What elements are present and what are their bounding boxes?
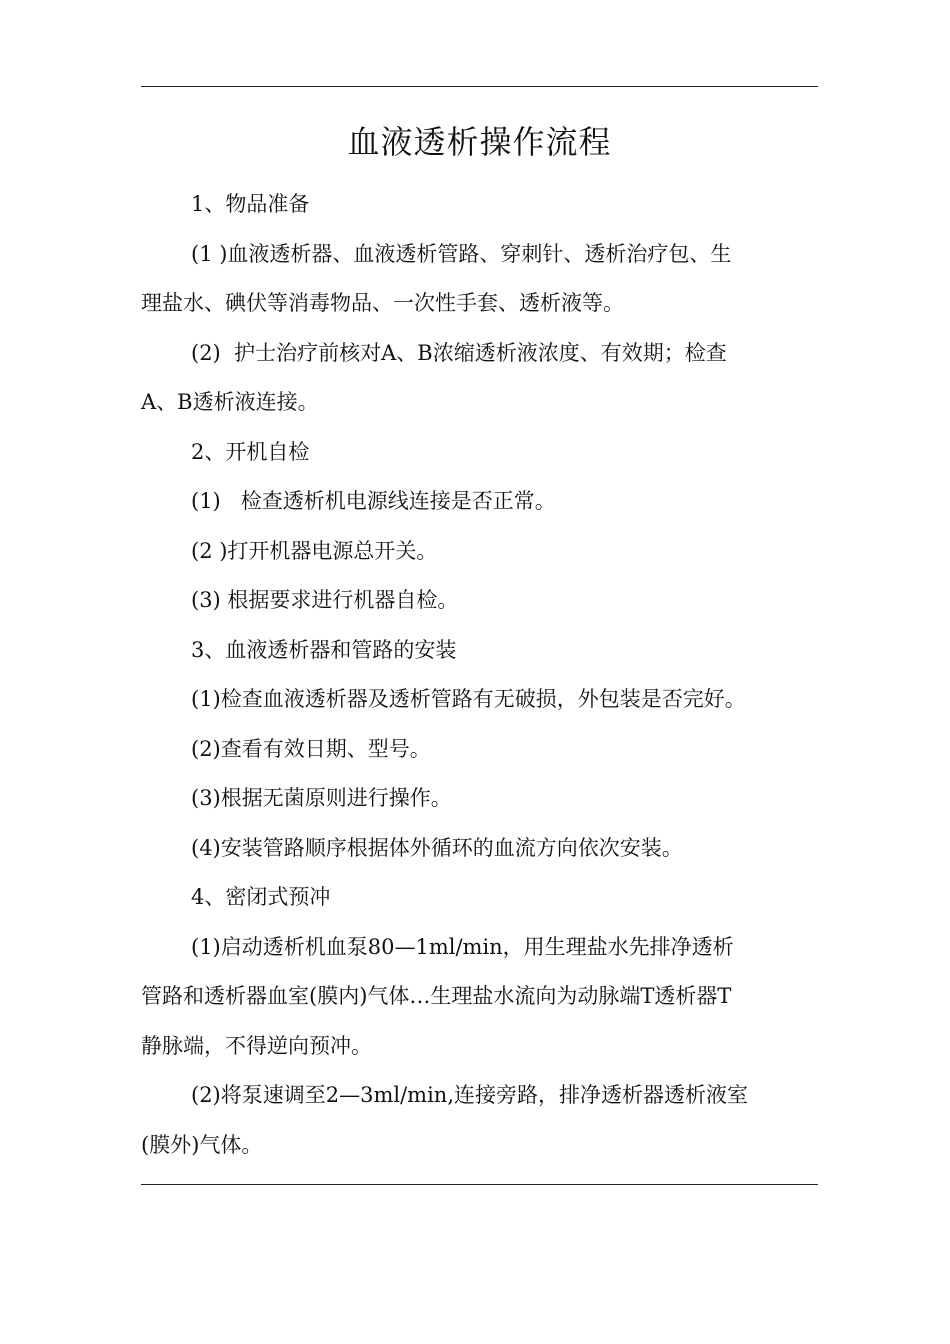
header-rule — [141, 86, 818, 87]
section-heading-3: 3、血液透析器和管路的安装 — [191, 637, 457, 662]
section-heading-1: 1、物品准备 — [191, 192, 310, 216]
paragraph-4-1: (1)启动透析机血泵80—1ml/min，用生理盐水先排净透析 管路和透析器血室(膜内)气体…生理盐水流向为动脉端T透析器T 静脉端，不得逆向预冲。 — [141, 934, 734, 1058]
section-heading-4: 4、密闭式预冲 — [191, 885, 331, 909]
paragraph-2-2: (2 )打开机器电源总开关。 — [191, 538, 438, 563]
footer-rule — [141, 1184, 818, 1185]
paragraph-3-1: (1)检查血液透析器及透析管路有无破损，外包装是否完好。 — [191, 687, 746, 711]
paragraph-3-3: (3)根据无菌原则进行操作。 — [191, 786, 452, 810]
paragraph-4-2: (2)将泵速调至2—3ml/min,连接旁路，排净透析器透析液室 (膜外)气体。 — [141, 1083, 749, 1157]
paragraph-2-1: (1) 检查透析机电源线连接是否正常。 — [191, 489, 556, 513]
section-heading-2: 2、开机自检 — [191, 439, 310, 464]
paragraph-1-2: (2) 护士治疗前核对A、B浓缩透析液浓度、有效期；检查 A、B透析液连接。 — [141, 340, 727, 414]
paragraph-2-3: (3) 根据要求进行机器自检。 — [191, 588, 459, 612]
paragraph-3-4: (4)安装管路顺序根据体外循环的血流方向依次安装。 — [191, 835, 683, 860]
document-body — [141, 116, 818, 1170]
document-title: 血液透析操作流程 — [347, 123, 612, 161]
paragraph-1-1: (1 )血液透析器、血液透析管路、穿刺针、透析治疗包、生 理盐水、碘伏等消毒物品、一次性手套、透析液等。 — [141, 241, 732, 315]
paragraph-3-2: (2)查看有效日期、型号。 — [191, 736, 431, 761]
